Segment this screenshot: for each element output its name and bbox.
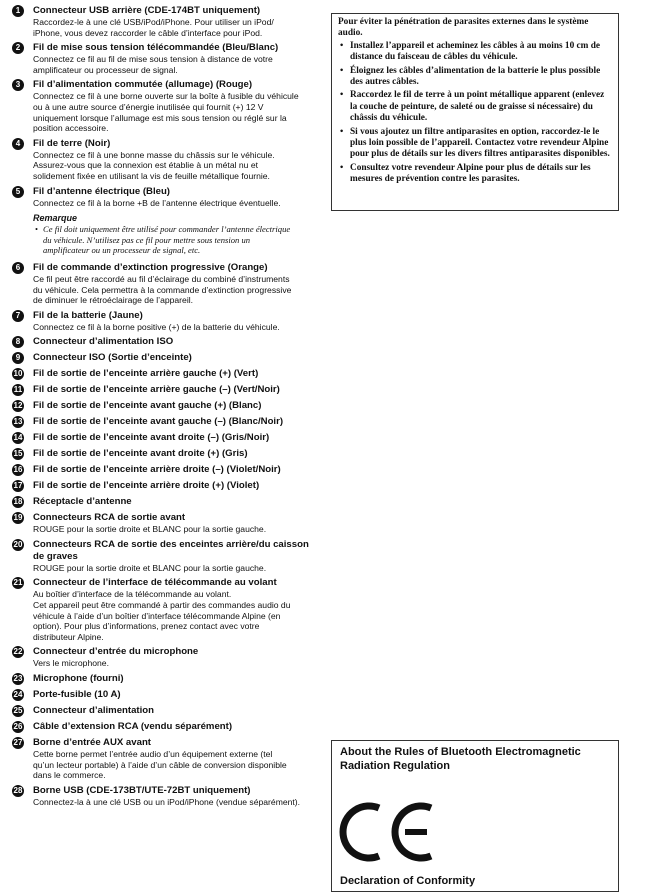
item-number-badge: 2: [12, 42, 24, 54]
remarque-bullet: [33, 224, 316, 256]
item-title: Fil de sortie de l’enceinte arrière droite (–) (Violet/Noir): [33, 464, 281, 476]
item-description-line: solidement fixée en utilisant la vis de feuille métallique fournie.: [33, 170, 270, 181]
bluetooth-title: About the Rules of Bluetooth Electromagnetic Radiation Regulation: [340, 746, 581, 772]
item-list-top: [12, 5, 316, 208]
item-number-badge: 10: [13, 369, 23, 379]
item-title: Fil de mise sous tension télécommandée (Bleu/Blanc): [33, 42, 279, 54]
item-number-badge: 3: [12, 79, 24, 91]
wiring-item: [12, 721, 316, 733]
wiring-item: [12, 262, 316, 306]
item-description-line: Connectez ce fil à une bonne masse du châssis sur le véhicule.: [33, 149, 275, 160]
item-title: Fil de sortie de l’enceinte avant gauche (+) (Blanc): [33, 400, 262, 412]
item-title: Fil de terre (Noir): [33, 137, 111, 149]
item-title: Porte-fusible (10 A): [33, 689, 121, 701]
wiring-item: [12, 539, 316, 574]
ce-mark-icon: [339, 798, 439, 866]
item-title: Fil de sortie de l’enceinte arrière gauche (–) (Vert/Noir): [33, 384, 280, 396]
item-number-badge: 9: [12, 352, 24, 364]
wiring-item: [12, 432, 316, 444]
item-number-badge: 27: [13, 738, 23, 748]
wiring-item: [12, 416, 316, 428]
wiring-item: [12, 384, 316, 396]
item-description-line: Vers le microphone.: [33, 658, 109, 669]
item-description-line: Ce fil peut être raccordé au fil d’éclairage du combiné d’instruments: [33, 273, 290, 284]
wiring-item: [12, 400, 316, 412]
parasites-box: [331, 13, 619, 211]
item-description-line: iPhone, vous devez raccorder le câble d’interface pour iPod.: [33, 27, 263, 38]
item-title: Connecteur d’entrée du microphone: [33, 646, 199, 658]
item-description-line: ROUGE pour la sortie droite et BLANC pour la sortie gauche.: [33, 524, 267, 535]
item-number-badge: 15: [13, 449, 23, 459]
wiring-item: [12, 577, 316, 642]
item-description-line: de diminuer le rétroéclairage de l’appareil.: [33, 295, 194, 306]
wiring-item: [12, 79, 316, 133]
item-number-badge: 24: [13, 690, 23, 700]
item-number-badge: 7: [12, 310, 24, 322]
item-description-line: Connectez ce fil à une borne ouverte sur la boîte à fusible du véhicule: [33, 91, 299, 102]
wiring-list: [12, 5, 316, 811]
item-title: Connecteur d’alimentation: [33, 705, 154, 717]
item-title: Borne d’entrée AUX avant: [33, 737, 151, 749]
wiring-item: [12, 352, 316, 364]
parasites-bullet: • Éloignez les câbles d’alimentation de la batterie le plus possible des autres câbles.: [338, 66, 612, 89]
item-number-badge: 16: [13, 465, 23, 475]
item-description-line: distributeur Alpine.: [33, 631, 104, 642]
wiring-item: [12, 310, 316, 333]
item-title: Fil de sortie de l’enceinte avant gauche (–) (Blanc/Noir): [33, 416, 284, 428]
bluetooth-box: [331, 740, 619, 892]
item-number-badge: 25: [13, 706, 23, 716]
item-description-line: Au boîtier d’interface de la télécommande au volant.: [33, 589, 232, 600]
item-description-line: qu’un lecteur portable) à l’aide d’un câble de conversion disponible: [33, 759, 287, 770]
remarque-line: amplificateur ou un processeur de signal, etc.: [43, 245, 201, 256]
item-description-line: Connectez ce fil à la borne +B de l’antenne électrique éventuelle.: [33, 197, 281, 208]
item-title: Fil de commande d’extinction progressive (Orange): [33, 261, 268, 273]
item-description-line: Assurez-vous que la connexion est établie à un métal nu et: [33, 160, 259, 171]
wiring-item: [12, 336, 316, 348]
item-description-line: position accessoire.: [33, 123, 109, 134]
wiring-item: [12, 464, 316, 476]
wiring-item: [12, 512, 316, 535]
item-list-bottom: [12, 262, 316, 808]
item-description-line: Raccordez-le à une clé USB/iPod/iPhone. Pour utiliser un iPod/: [33, 17, 274, 27]
wiring-item: [12, 689, 316, 701]
item-number-badge: 1: [12, 5, 24, 17]
wiring-item: [12, 496, 316, 508]
item-number-badge: 6: [12, 262, 24, 274]
wiring-item: [12, 448, 316, 460]
item-title: Microphone (fourni): [33, 673, 124, 685]
item-description-line: Connectez ce fil à la borne positive (+) de la batterie du véhicule.: [33, 321, 280, 332]
item-title: Connecteur USB arrière (CDE-174BT uniquement): [33, 5, 261, 16]
item-title: Connecteur de l’interface de télécommande au volant: [33, 577, 277, 589]
item-number-badge: 14: [13, 433, 23, 443]
item-title: Connecteurs RCA de sortie des enceintes arrière/du caisson de graves: [33, 538, 309, 562]
item-number-badge: 19: [13, 513, 23, 523]
item-number-badge: 11: [13, 385, 23, 395]
parasites-bullets: [338, 41, 612, 186]
item-title: Fil de sortie de l’enceinte avant droite (+) (Gris): [33, 448, 248, 460]
item-number-badge: 5: [12, 186, 24, 198]
item-number-badge: 13: [13, 417, 23, 427]
wiring-item: [12, 5, 316, 38]
wiring-item: [12, 186, 316, 209]
item-title: Fil de sortie de l’enceinte arrière gauche (+) (Vert): [33, 368, 259, 380]
item-description-line: Cet appareil peut être commandé à partir des commandes audio du: [33, 600, 291, 611]
wiring-item: [12, 705, 316, 717]
wiring-item: [12, 737, 316, 781]
remarque-title: Remarque: [33, 213, 78, 224]
item-title: Connecteurs RCA de sortie avant: [33, 512, 186, 524]
item-description-line: Connectez-la à une clé USB ou un iPod/iPhone (vendue séparément).: [33, 796, 301, 807]
item-description-line: uniquement lorsque l’allumage est mis sous tension ou réglé sur la: [33, 112, 287, 123]
wiring-item: [12, 138, 316, 182]
item-number-badge: 17: [13, 481, 23, 491]
wiring-item: [12, 480, 316, 492]
item-number-badge: 8: [12, 336, 24, 348]
item-description-line: véhicule à l’aide d’un boîtier d’interface télécommande Alpine (en: [33, 610, 281, 621]
item-title: Connecteur d’alimentation ISO: [33, 336, 174, 348]
parasites-bullet: • Raccordez le fil de terre à un point métallique apparent (enlevez la couche de peinture, de saleté ou de graisse si nécessaire) du châssis du véhicule.: [338, 90, 612, 124]
remarque-note: [12, 212, 316, 256]
item-title: Fil de sortie de l’enceinte avant droite (–) (Gris/Noir): [33, 432, 270, 444]
item-title: Fil de sortie de l’enceinte arrière droite (+) (Violet): [33, 480, 260, 492]
item-description-line: Cette borne permet l’entrée audio d’un équipement externe (tel: [33, 749, 273, 760]
item-number-badge: 18: [13, 497, 23, 507]
item-title: Fil de la batterie (Jaune): [33, 309, 143, 321]
remarque-line: du véhicule. N’utilisez pas ce fil pour mettre sous tension un: [43, 234, 251, 245]
item-description-line: du véhicule. Cela permettra à la commande d’extinction progressive: [33, 284, 292, 295]
item-description-line: Connectez ce fil au fil de mise sous tension à distance de votre: [33, 54, 273, 65]
item-description-line: ROUGE pour la sortie droite et BLANC pour la sortie gauche.: [33, 562, 267, 573]
item-description-line: dans le commerce.: [33, 770, 106, 781]
item-title: Borne USB (CDE-173BT/UTE-72BT uniquement): [33, 784, 251, 796]
item-title: Fil d’antenne électrique (Bleu): [33, 185, 170, 197]
item-title: Câble d’extension RCA (vendu séparément): [33, 721, 233, 733]
parasites-title: Pour éviter la pénétration de parasites externes dans le système audio.: [338, 17, 589, 39]
item-title: Fil d’alimentation commutée (allumage) (Rouge): [33, 79, 253, 91]
item-number-badge: 22: [13, 647, 23, 657]
declaration-of-conformity: Declaration of Conformity: [340, 875, 476, 887]
item-title: Réceptacle d’antenne: [33, 496, 132, 508]
remarque-line: • Ce fil doit uniquement être utilisé pour commander l’antenne électrique: [43, 224, 291, 235]
item-description-line: option). Pour plus d’informations, prenez contact avec votre: [33, 621, 260, 632]
parasites-bullet: • Consultez votre revendeur Alpine pour plus de détails sur les mesures de prévention contre les parasites.: [338, 163, 612, 186]
item-number-badge: 21: [13, 578, 23, 588]
item-number-badge: 20: [13, 539, 23, 549]
item-number-badge: 4: [12, 138, 24, 150]
wiring-item: [12, 785, 316, 808]
item-number-badge: 12: [13, 401, 23, 411]
wiring-item: [12, 673, 316, 685]
wiring-item: [12, 42, 316, 75]
parasites-bullet: • Si vous ajoutez un filtre antiparasites en option, raccordez-le le plus loin possible de l’appareil. Contactez votre revendeur Alpine pour plus de détails sur les divers filtres antiparasites disponibles.: [338, 127, 612, 161]
wiring-item: [12, 368, 316, 380]
wiring-item: [12, 646, 316, 669]
item-number-badge: 28: [13, 785, 23, 795]
item-title: Connecteur ISO (Sortie d’enceinte): [33, 352, 192, 364]
item-description-line: ou à une autre source d’énergie inutilisée qui fournit (+) 12 V: [33, 101, 264, 112]
item-number-badge: 26: [13, 722, 23, 732]
item-number-badge: 23: [13, 674, 23, 684]
item-description-line: amplificateur ou processeur de signal.: [33, 64, 178, 75]
parasites-bullet: • Installez l’appareil et acheminez les câbles à au moins 10 cm de distance du faisceau de câbles du véhicule.: [338, 41, 612, 64]
